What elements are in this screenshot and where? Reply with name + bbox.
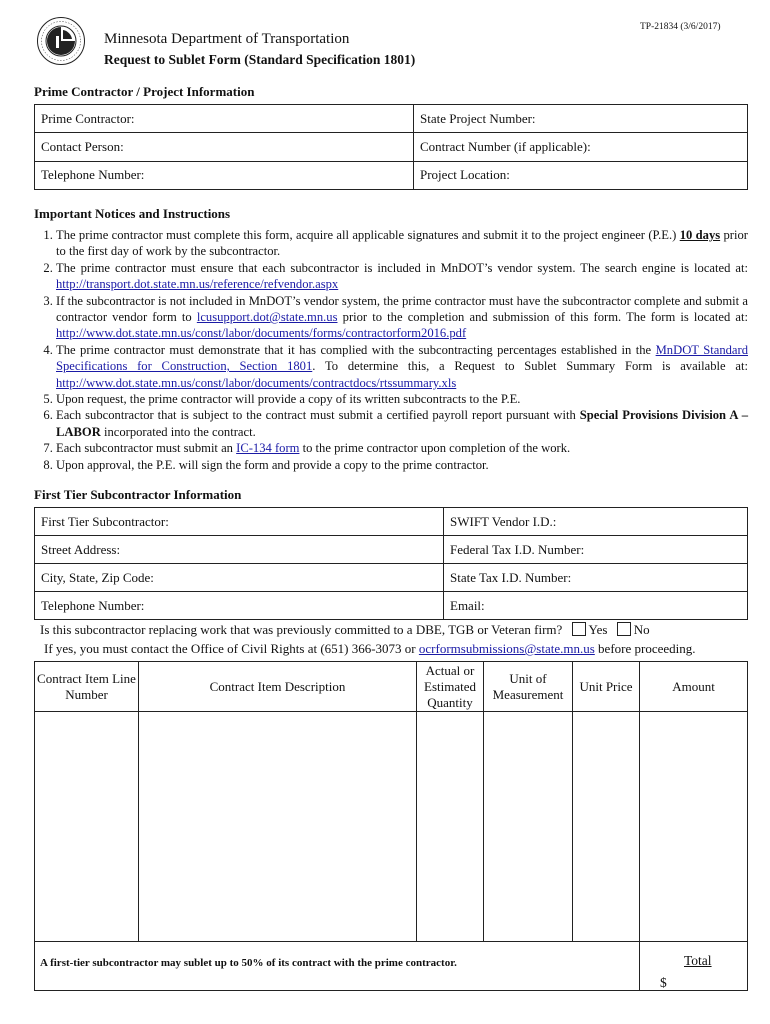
line-number-cell[interactable] [35, 712, 139, 942]
contract-number-label: Contract Number (if applicable): [420, 138, 591, 154]
street-address-field[interactable] [35, 536, 444, 564]
notice-3: 3. If the subcontractor is not included in MnDOT’s vendor system, the prime contractor must have the subcontractor complete and submit a contractor vendor form to lcusupport.dot@state.mn.us prior to the completion and submission of this form. The form is located at: http://www.dot.state.mn.us/const/labor/documents/forms/contractorform2016.pdf [56, 293, 748, 342]
notice-8: 8. Upon approval, the P.E. will sign the form and provide a copy to the prime contractor. [56, 457, 748, 473]
lcu-support-email-link[interactable]: lcusupport.dot@state.mn.us [196, 310, 338, 325]
swift-vendor-id-label: SWIFT Vendor I.D.: [450, 513, 557, 529]
col-quantity-header: Actual or Estimated Quantity [417, 662, 484, 712]
currency-symbol: $ [660, 975, 667, 990]
mndot-seal-logo [36, 16, 86, 66]
federal-tax-id-field[interactable] [444, 536, 748, 564]
prime-contractor-field[interactable] [35, 105, 414, 133]
contract-items-table [34, 661, 748, 991]
col-line-number-header: Contract Item Line Number [35, 662, 139, 712]
no-label: No [633, 622, 650, 637]
email-label: Email: [450, 597, 485, 613]
prime-telephone-label: Telephone Number: [41, 167, 145, 183]
col-unit-measure-header: Unit of Measurement [484, 662, 573, 712]
description-cell[interactable] [139, 712, 417, 942]
ic-134-form-link[interactable]: IC-134 form [236, 441, 300, 456]
col-amount-header: Amount [640, 662, 748, 712]
col-description-header: Contract Item Description [139, 662, 417, 712]
state-project-number-label: State Project Number: [420, 110, 536, 126]
civil-rights-notice: If yes, you must contact the Office of Civil Rights at (651) 366-3073 or ocrformsubmissions@state.mn.us before proceeding. [44, 641, 696, 656]
yes-checkbox[interactable] [572, 622, 586, 636]
swift-vendor-id-field[interactable] [444, 508, 748, 536]
ocr-email-link[interactable]: ocrformsubmissions@state.mn.us [418, 641, 595, 656]
email-field[interactable] [444, 592, 748, 620]
prime-section-heading: Prime Contractor / Project Information [34, 84, 255, 99]
notice-5: 5. Upon request, the prime contractor will provide a copy of its written subcontracts to the P.E. [56, 391, 748, 407]
sublet-limit-note: A first-tier subcontractor may sublet up to 50% of its contract with the prime contractor. [40, 957, 457, 969]
state-project-number-field[interactable] [414, 105, 748, 133]
prime-contractor-label: Prime Contractor: [41, 110, 135, 126]
contract-number-field[interactable] [414, 133, 748, 161]
sub-telephone-label: Telephone Number: [41, 597, 145, 613]
yes-label: Yes [588, 622, 608, 637]
subcontractor-section-heading: First Tier Subcontractor Information [34, 487, 242, 502]
notices-list [34, 227, 748, 473]
first-tier-subcontractor-label: First Tier Subcontractor: [41, 513, 169, 529]
notice-7: 7. Each subcontractor must submit an IC-134 form to the prime contractor upon completion of the work. [56, 440, 748, 456]
first-tier-subcontractor-field[interactable] [35, 508, 444, 536]
rts-summary-link[interactable]: http://www.dot.state.mn.us/const/labor/documents/contractdocs/rtssummary.xls [56, 375, 457, 390]
unit-measure-cell[interactable] [484, 712, 573, 942]
col-unit-price-header: Unit Price [573, 662, 640, 712]
department-name: Minnesota Department of Transportation [104, 31, 350, 47]
standard-specifications-link[interactable]: MnDOT Standard Specifications for Construction, Section 1801 [56, 342, 748, 374]
subcontractor-table [34, 507, 748, 620]
street-address-label: Street Address: [41, 541, 121, 557]
notice-2: 2. The prime contractor must ensure that each subcontractor is included in MnDOT’s vendor system. The search engine is located at: http://transport.dot.state.mn.us/reference/refvendor.aspx [56, 260, 748, 293]
form-title: Request to Sublet Form (Standard Specification 1801) [104, 52, 416, 67]
project-location-field[interactable] [414, 161, 748, 189]
replacing-work-question [40, 622, 650, 638]
contact-person-field[interactable] [35, 133, 414, 161]
federal-tax-id-label: Federal Tax I.D. Number: [450, 541, 585, 557]
notice-4: 4. The prime contractor must demonstrate that it has complied with the subcontracting percentages established in the MnDOT Standard Specifications for Construction, Section 1801. To determine this, a Request to Sublet Summary Form is available at: http://www.dot.state.mn.us/const/labor/documents/contractdocs/rtssummary.xls [56, 342, 748, 391]
vendor-search-link[interactable]: http://transport.dot.state.mn.us/reference/refvendor.aspx [56, 277, 339, 292]
state-tax-id-label: State Tax I.D. Number: [450, 569, 572, 585]
city-state-zip-field[interactable] [35, 564, 444, 592]
form-number: TP-21834 (3/6/2017) [640, 22, 721, 32]
sub-telephone-field[interactable] [35, 592, 444, 620]
project-location-label: Project Location: [420, 167, 510, 183]
state-tax-id-field[interactable] [444, 564, 748, 592]
contact-person-label: Contact Person: [41, 138, 124, 154]
replacing-work-text: Is this subcontractor replacing work that was previously committed to a DBE, TGB or Veteran firm? [40, 622, 563, 637]
notices-heading: Important Notices and Instructions [34, 206, 231, 221]
contractor-form-link[interactable]: http://www.dot.state.mn.us/const/labor/documents/forms/contractorform2016.pdf [56, 326, 467, 341]
total-label: Total [684, 953, 712, 968]
prime-contractor-table [34, 104, 748, 190]
notice-6: 6. Each subcontractor that is subject to the contract must submit a certified payroll report pursuant with Special Provisions Division A – LABOR incorporated into the contract. [56, 407, 748, 440]
prime-telephone-field[interactable] [35, 161, 414, 189]
city-state-zip-label: City, State, Zip Code: [41, 569, 154, 585]
no-checkbox[interactable] [617, 622, 631, 636]
notice-1: 1. The prime contractor must complete this form, acquire all applicable signatures and submit it to the project engineer (P.E.) 10 days prior to the first day of work by the subcontractor. [56, 227, 748, 260]
unit-price-cell[interactable] [573, 712, 640, 942]
amount-cell[interactable] [640, 712, 748, 942]
quantity-cell[interactable] [417, 712, 484, 942]
